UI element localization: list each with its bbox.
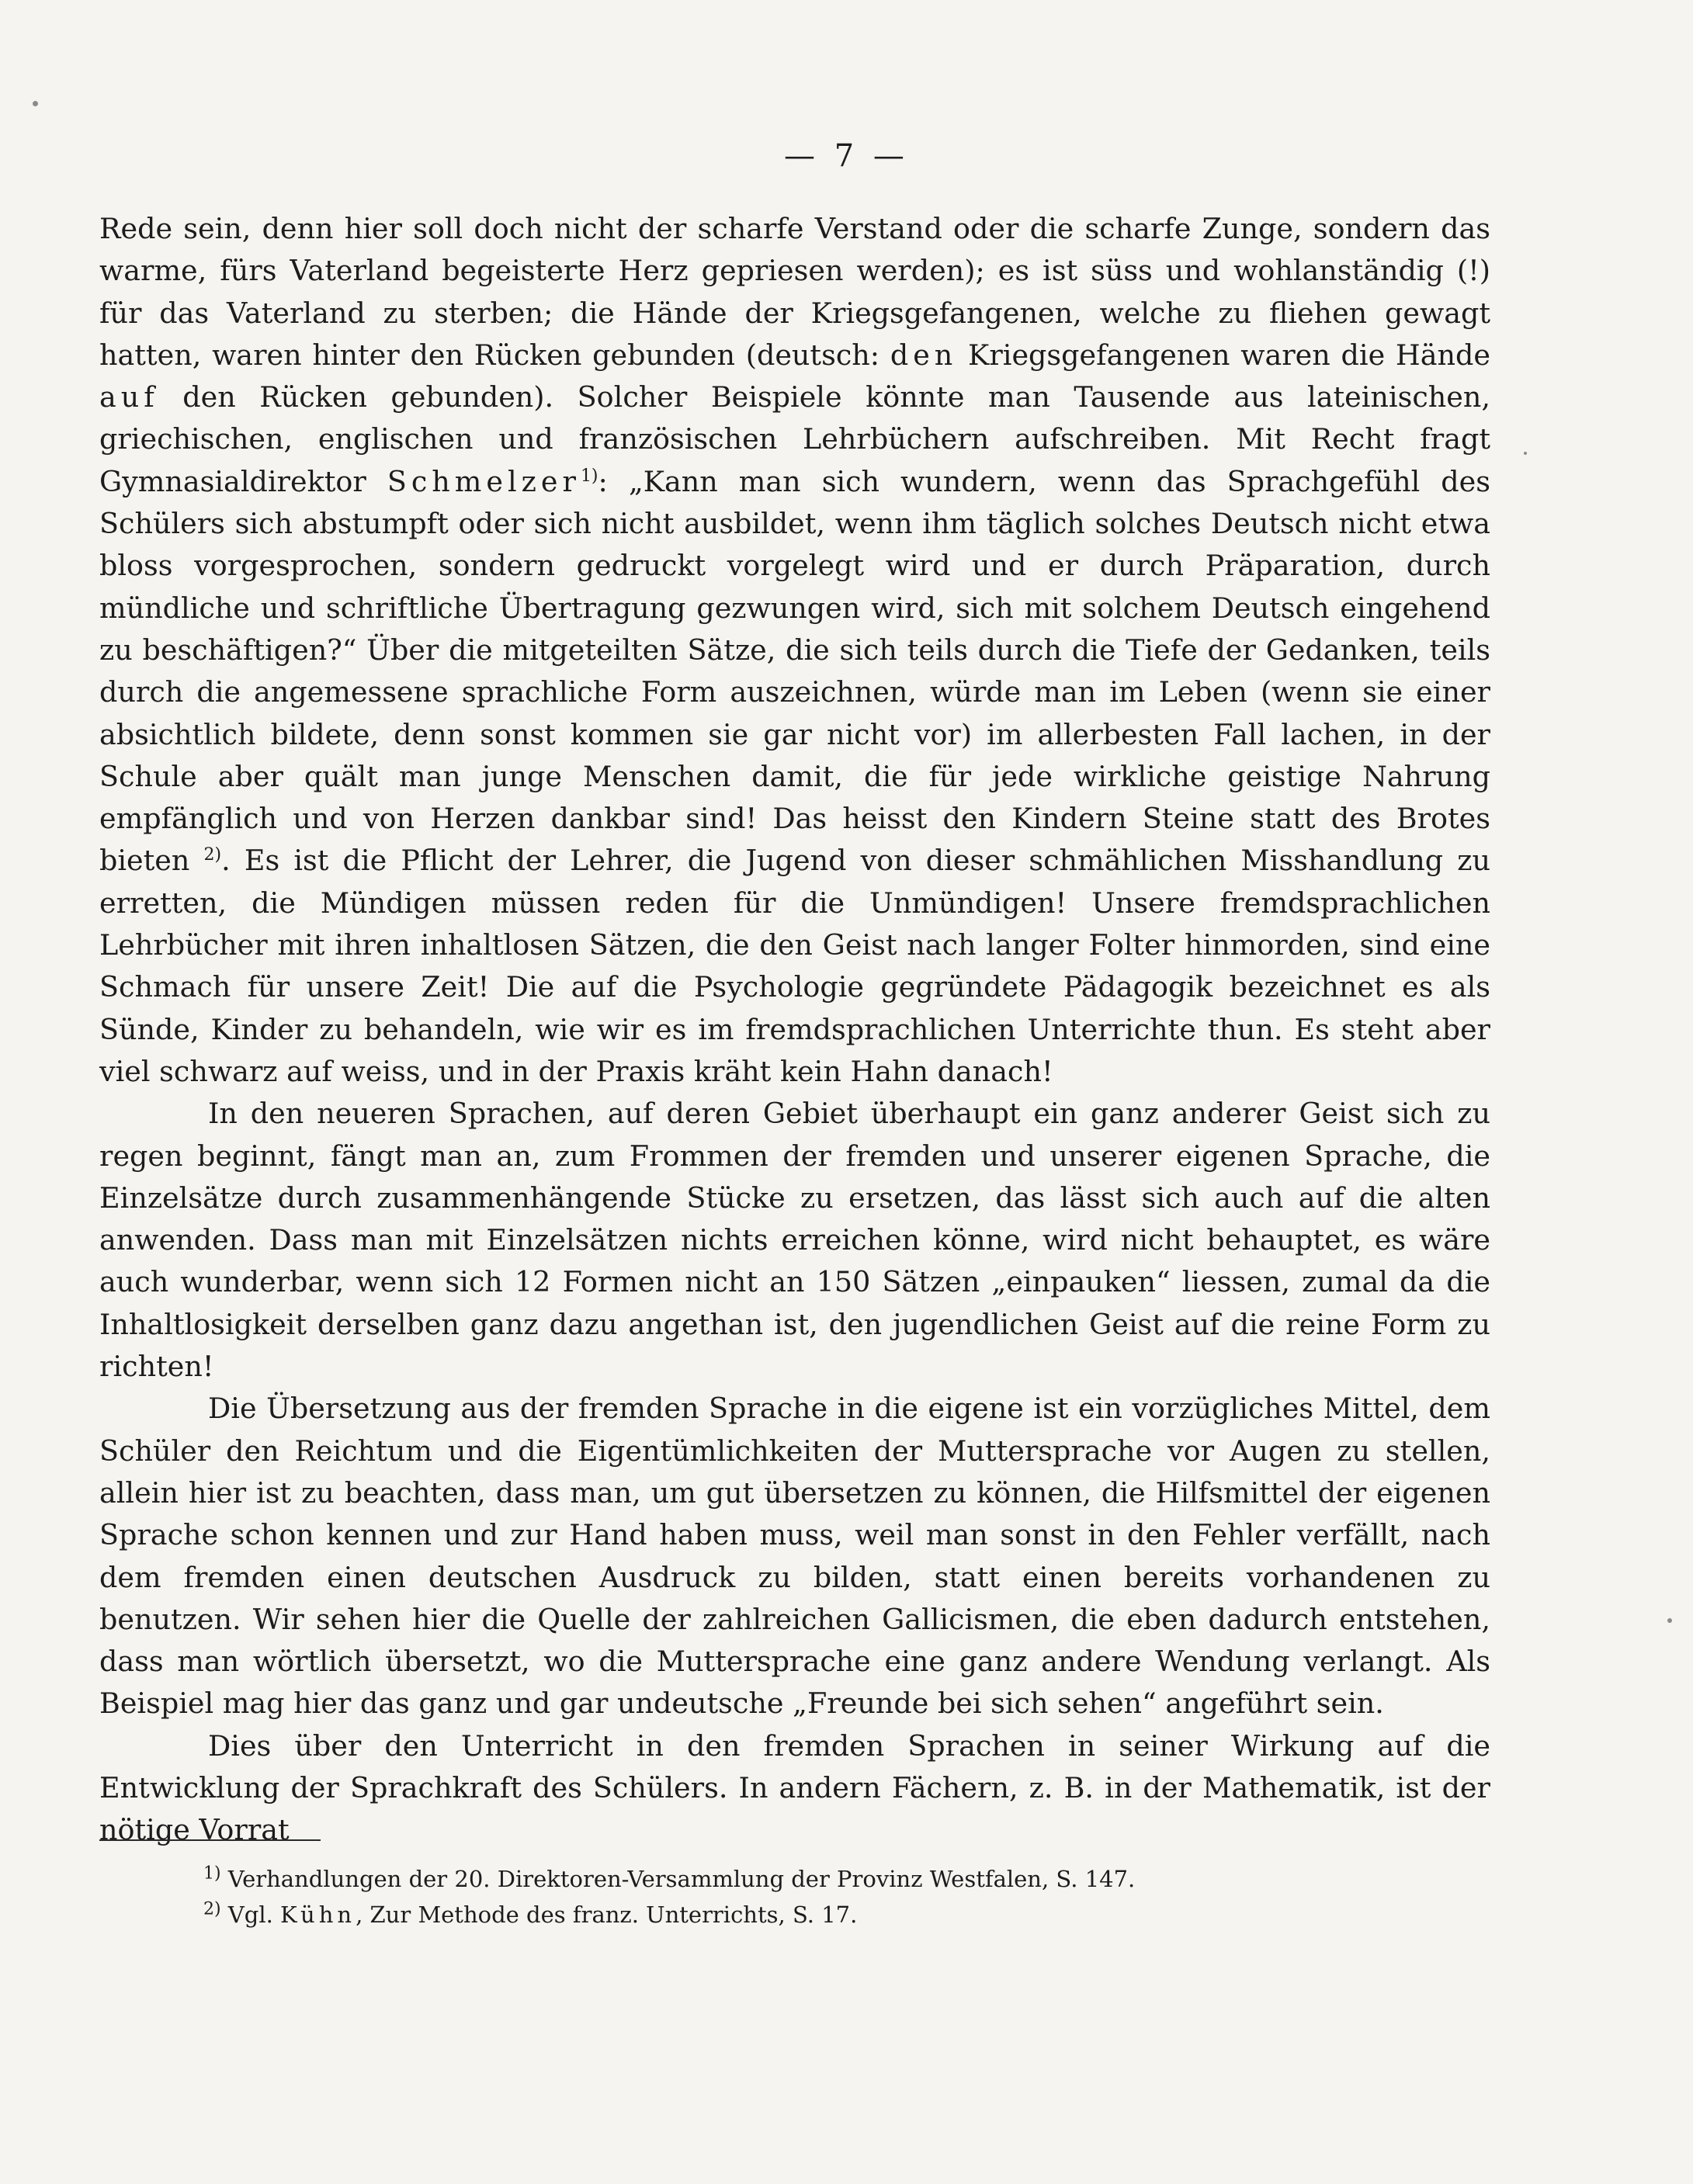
footnote-2 [203,1897,1445,1933]
paper-speck [1667,1618,1672,1623]
text-run: Kriegsgefangenen waren die Hände [957,338,1490,372]
footnote-text: Vgl. [220,1901,281,1928]
text-run: . Es ist die Pflicht der Lehrer, die Jugend von dieser schmählichen Misshandlung zu erretten, die Mündigen müssen reden für die Unmündigen! Unsere fremdsprachlichen Lehrbücher mit ihren inhaltlosen Sätzen, die den Geist nach langer Folter hinmorden, sind eine Schmach für unsere Zeit! Die auf die Psychologie gegründete Pädagogik bezeichnet es als Sünde, Kinder zu behandeln, wie wir es im fremdsprachlichen Unterrichte thun. Es steht aber viel schwarz auf weiss, und in der Praxis kräht kein Hahn danach! [99,844,1490,1088]
footnote-text: Verhandlungen der 20. Direktoren-Versammlung der Provinz Westfalen, S. 147. [220,1866,1136,1892]
footnote-marker: 1) [203,1863,221,1884]
paragraph-2 [99,1093,1490,1388]
text-run-spaced: auf [99,380,159,414]
footnote-ref-2: 2) [203,845,222,865]
footnote-marker: 2) [203,1899,221,1919]
paper-speck [33,101,38,106]
footnote-divider [99,1839,321,1841]
body-text [99,208,1490,1852]
footnote-text: , Zur Methode des franz. Unterrichts, S. 17. [356,1901,858,1928]
footnotes [203,1861,1445,1933]
text-run-spaced: den [890,338,958,372]
footnote-ref-1: 1) [580,466,598,486]
text-run: Rede sein, denn hier soll doch nicht der scharfe Verstand oder die scharfe Zunge, sondern das warme, fürs Vaterland begeisterte Herz gepriesen werden); es ist süss und wohlanständig (!) für das Vaterland zu sterben; die Hände der Kriegsgefangenen, welche zu fliehen gewagt hatten, waren hinter den Rücken gebunden (deutsch: [99,212,1490,372]
footnote-1 [203,1861,1445,1897]
text-run: Die Übersetzung aus der fremden Sprache in die eigene ist ein vorzügliches Mittel, dem Schüler den Reichtum und die Eigentümlichkeiten der Muttersprache vor Augen zu stellen, allein hier ist zu beachten, dass man, um gut übersetzen zu können, die Hilfsmittel der eigenen Sprache schon kennen und zur Hand haben muss, weil man sonst in den Fehler verfällt, nach dem fremden einen deutschen Ausdruck zu bilden, statt einen bereits vorhandenen zu benutzen. Wir sehen hier die Quelle der zahlreichen Gallicismen, die eben dadurch entstehen, dass man wörtlich übersetzt, wo die Muttersprache eine ganz andere Wendung verlangt. Als Beispiel mag hier das ganz und gar undeutsche „Freunde bei sich sehen“ angeführt sein. [99,1392,1490,1721]
author-name-kuehn: Kühn [280,1901,356,1928]
text-run: den Rücken gebunden). Solcher Beispiele könnte man Tausende aus lateinischen, griechischen, englischen und französischen Lehrbüchern aufschreiben. Mit Recht fragt Gymnasialdirektor [99,380,1490,498]
paragraph-1 [99,208,1490,1093]
author-name-schmelzer: Schmelzer [387,464,581,498]
text-run: : „Kann man sich wundern, wenn das Sprachgefühl des Schülers sich abstumpft oder sich nicht ausbildet, wenn ihm täglich solches Deutsch nicht etwa bloss vorgesprochen, sondern gedruckt vorgelegt wird und er durch Präparation, durch mündliche und schriftliche Übertragung gezwungen wird, sich mit solchem Deutsch eingehend zu beschäftigen?“ Über die mitgeteilten Sätze, die sich teils durch die Tiefe der Gedanken, teils durch die angemessene sprachliche Form auszeichnen, würde man im Leben (wenn sie einer absichtlich bildete, denn sonst kommen sie gar nicht vor) im allerbesten Fall lachen, in der Schule aber quält man junge Menschen damit, die für jede wirkliche geistige Nahrung empfänglich und von Herzen dankbar sind! Das heisst den Kindern Steine statt des Brotes bieten [99,464,1490,878]
paragraph-3 [99,1388,1490,1725]
paragraph-4 [99,1725,1490,1852]
page-number: — 7 — [784,138,909,174]
paper-speck [1524,452,1527,455]
text-run: Dies über den Unterricht in den fremden Sprachen in seiner Wirkung auf die Entwicklung der Sprachkraft des Schülers. In andern Fächern, z. B. in der Mathematik, ist der nötige Vorrat [99,1728,1490,1847]
text-run: In den neueren Sprachen, auf deren Gebiet überhaupt ein ganz anderer Geist sich zu regen beginnt, fängt man an, zum Frommen der fremden und unserer eigenen Sprache, die Einzelsätze durch zusammenhängende Stücke zu ersetzen, das lässt sich auch auf die alten anwenden. Dass man mit Einzelsätzen nichts erreichen könne, wird nicht behauptet, es wäre auch wunderbar, wenn sich 12 Formen nicht an 150 Sätzen „einpauken“ liessen, zumal da die Inhaltlosigkeit derselben ganz dazu angethan ist, den jugendlichen Geist auf die reine Form zu richten! [99,1097,1490,1384]
